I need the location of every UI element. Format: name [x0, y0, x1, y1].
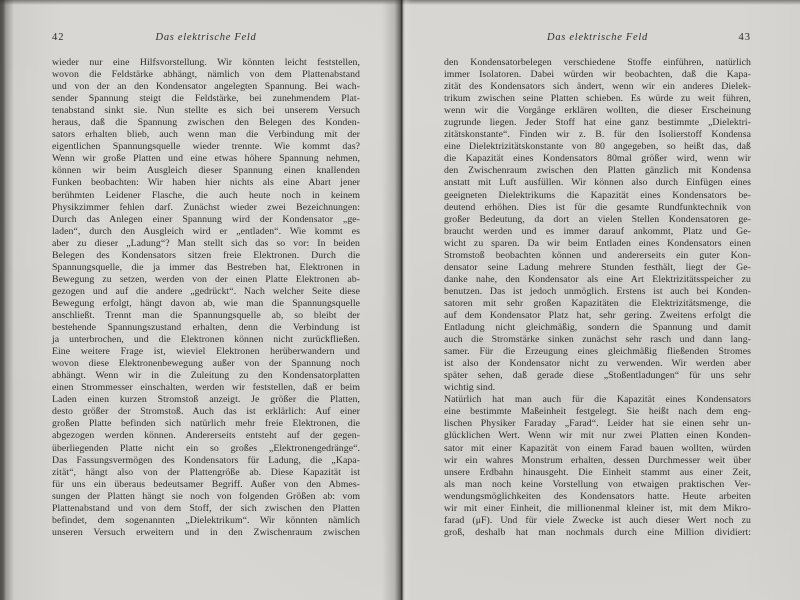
text-line: benutzen. Das ist jedoch unmöglich. Erstens ist auch bei Konden- [444, 285, 751, 297]
right-page-number: 43 [738, 32, 751, 43]
text-line: wir ein wahres Monstrum erhalten, dessen Durchmesser weit über [444, 454, 751, 466]
text-line: wenn wir die Vorgänge erklären wollten, die dieser Erscheinung [444, 105, 751, 117]
text-line: bestehende Spannungszustand erhalten, denn die Verbindung ist [52, 322, 360, 334]
text-line: eine Dielektrizitätskonstante von 80 angegeben, so heißt das, daß [444, 141, 751, 153]
right-running-header: Das elektrische Feld [547, 32, 648, 43]
text-line: desto größer der Stromstoß. Auch das ist erklärlich: Auf einer [52, 406, 360, 418]
book-gutter-shadow [382, 0, 412, 600]
text-line: glücklichen Wert. Wenn wir mit nur zwei Platten einen Konden- [444, 430, 751, 442]
text-line: ja unterbrochen, und die Elektronen können nicht zurückfließen. [52, 334, 360, 346]
text-line: Bewegung zu setzen, werden von der einen Platte Elektronen ab- [52, 273, 360, 285]
text-line: unsere Erdbahn hinausgeht. Die Einheit stammt aus einer Zeit, [444, 466, 751, 478]
text-line: wieder nur eine Hilfsvorstellung. Wir könnten leicht feststellen, [52, 57, 360, 68]
text-line: den Kondensatorbelegen verschiedene Stoffe einführen, natürlich [444, 57, 751, 68]
right-page-header [444, 32, 751, 57]
text-line: später sehen, daß gerade diese „Stoßentladungen“ für uns sehr [444, 370, 751, 382]
text-line: aber zu dieser „Ladung“? Man stellt sich das so vor: In beiden [52, 237, 360, 249]
text-line: Bewegung erfolgt, hängt davon ab, wie man die Spannungsquelle [52, 297, 360, 309]
text-line: Entladung nicht gleichmäßig, sondern die Spannung und damit [444, 322, 751, 334]
text-line: heraus, daß die Spannung zwischen den Belegen des Konden- [52, 117, 360, 129]
text-line: braucht werden und es immer darauf ankommt, Platz und Ge- [444, 225, 751, 237]
text-line: Durch das Anlegen einer Spannung wird der Kondensator „ge- [52, 213, 360, 225]
text-line: tenabstand sinkt sie. Nun stellte es sich bei unserem Versuch [52, 105, 360, 117]
text-line: berühmten Leidener Flasche, die auch heute noch in keinem [52, 189, 360, 201]
text-line: großen Platte befinden sich natürlich mehr freie Elektronen, die [52, 418, 360, 430]
text-line: anschließt. Trennt man die Spannungsquelle ab, so bleibt der [52, 309, 360, 321]
text-line: befindet, dem sogenannten „Dielektrikum“. Wir könnten nämlich [52, 514, 360, 526]
text-line: wichtig sind. [444, 382, 496, 394]
left-page [52, 32, 360, 539]
text-line: immer Isolatoren. Dabei würden wir beobachten, daß die Kapa- [444, 69, 751, 81]
left-page-lines [52, 57, 360, 539]
text-line: unseren Versuch erweitern und in den Zwischenraum zwischen [52, 526, 360, 538]
text-line: überliegenden Platte nicht ein so großes „Elektronengedränge“. [52, 442, 360, 454]
text-line: zität des Kondensators sich ändert, wenn wir ein anderes Dielek- [444, 81, 751, 93]
book-left-edge-shadow [0, 0, 14, 600]
text-line: wovon die Feldstärke abhängt, nämlich von dem Plattenabstand [52, 69, 360, 81]
text-line: Belegen des Kondensators sitzen freie Elektronen. Durch die [52, 249, 360, 261]
text-line: Stromstoß beobachten können und andererseits ein guter Kon- [444, 249, 751, 261]
text-line: abgezogen werden können. Andererseits entsteht auf der gegen- [52, 430, 360, 442]
text-line: geeigneten Dielektrikums die Kapazität eines Kondensators be- [444, 189, 751, 201]
text-line: einen Strommesser einschalten, werden wir feststellen, daß er beim [52, 382, 360, 394]
text-line: sungen der Platten hängt sie noch von folgenden Größen ab: vom [52, 490, 360, 502]
text-line: eigentlichen Spannungsquelle wieder trennte. Wie kommt das? [52, 141, 360, 153]
text-line: sators erhalten blieb, auch wenn man die Verbindung mit der [52, 129, 360, 141]
text-line: trikum zwischen seine Platten schieben. Es würde zu weit führen, [444, 93, 751, 105]
text-line: gezogen und auf die andere „gedrückt“. Nach welcher Seite diese [52, 285, 360, 297]
text-line: abhängt. Wenn wir in die Zuleitung zu den Kondensatorplatten [52, 370, 360, 382]
text-line: farad (μF). Und für viele Zwecke ist auch dieser Wert noch zu [444, 514, 751, 526]
text-line: groß, deshalb hat man nochmals durch eine Million dividiert: [444, 526, 751, 538]
text-line: können wir beim Ausgleich dieser Spannung einen knallenden [52, 165, 360, 177]
text-line: ist also der Kondensator nicht zu verwenden. Wir werden aber [444, 358, 751, 370]
text-line: deutend erhöhen. Dies ist für die gesamte Rundfunktechnik von [444, 201, 751, 213]
text-line: Natürlich hat man auch für die Kapazität eines Kondensators [444, 394, 751, 406]
text-line: Plattenabstand und von dem Stoff, der sich zwischen den Platten [52, 502, 360, 514]
text-line: densator seine Ladung mehrere Stunden festhält, liegt der Ge- [444, 261, 751, 273]
text-line: wir mit einer Einheit, die millionenmal kleiner ist, mit dem Mikro- [444, 502, 751, 514]
left-running-header: Das elektrische Feld [155, 32, 257, 43]
text-line: zitätskonstante“. Finden wir z. B. für den Isolierstoff Kondensa [444, 129, 751, 141]
text-line: großer Bedeutung, da dort an vielen Stellen Kondensatoren ge- [444, 213, 751, 225]
text-line: als man noch keine Vorstellung von etwaigen praktischen Ver- [444, 478, 751, 490]
text-line: auch die Stromstärke sinken zunächst sehr rasch und dann lang- [444, 334, 751, 346]
text-line: danke nahe, den Kondensator als eine Art Elektrizitätsspeicher zu [444, 273, 751, 285]
text-line: Eine weitere Frage ist, wieviel Elektronen herüberwandern und [52, 346, 360, 358]
text-line: für uns ein überaus bedeutsamer Begriff. Außer von den Abmes- [52, 478, 360, 490]
text-line: wovon diese Elektronenbewegung außer von der Spannung noch [52, 358, 360, 370]
text-line: zugrunde liegen. Jeder Stoff hat eine ganz bestimmte „Dielektri- [444, 117, 751, 129]
text-line: Spannungsquelle, die ja immer das Bestreben hat, Elektronen in [52, 261, 360, 273]
left-page-number: 42 [52, 32, 65, 43]
text-line: Funken beobachten: Wir haben hier nichts als eine Abart jener [52, 177, 360, 189]
right-page [444, 32, 751, 539]
text-line: anstatt mit Luft ausfüllen. Wir können also durch Einfügen eines [444, 177, 751, 189]
text-line: Laden einen kurzen Stromstoß anzeigt. Je größer die Platten, [52, 394, 360, 406]
text-line: wicht zu sparen. Da wir beim Entladen eines Kondensators einen [444, 237, 751, 249]
text-line: zität“, hängt also von der Plattengröße ab. Diese Kapazität ist [52, 466, 360, 478]
text-line: wendungsmöglichkeiten des Kondensators hatte. Heute arbeiten [444, 490, 751, 502]
text-line: sator mit einer Kapazität von einem Farad bauen wollten, würden [444, 442, 751, 454]
text-line: satoren mit sehr großen Kapazitäten die Elektrizitätsmenge, die [444, 297, 751, 309]
left-page-header [52, 32, 360, 57]
text-line: die Kapazität eines Kondensators 80mal größer wird, wenn wir [444, 153, 751, 165]
text-line: laden“, durch den Ausgleich wird er „entladen“. Wie kommt es [52, 225, 360, 237]
text-line: auf dem Kondensator Platz hat, sehr gering. Zweitens erfolgt die [444, 309, 751, 321]
text-line: eine bestimmte Maßeinheit festgelegt. Sie heißt nach dem eng- [444, 406, 751, 418]
text-line: den Zwischenraum zwischen den Platten gänzlich mit Kondensa [444, 165, 751, 177]
text-line: Das Fassungsvermögen des Kondensators für Ladung, die „Kapa- [52, 454, 360, 466]
right-page-lines [444, 57, 751, 539]
text-line: Wenn wir große Platten und eine etwas höhere Spannung nehmen, [52, 153, 360, 165]
text-line: samer. Für die Erzeugung eines gleichmäßig fließenden Stromes [444, 346, 751, 358]
text-line: und von der an den Kondensator angelegten Spannung. Bei wach- [52, 81, 360, 93]
text-line: lischen Physiker Faraday „Farad“. Leider hat sie einen sehr un- [444, 418, 751, 430]
text-line: sender Spannung steigt die Feldstärke, bei zunehmendem Plat- [52, 93, 360, 105]
text-line: Physikzimmer fehlen darf. Zunächst wieder zwei Bezeichnungen: [52, 201, 360, 213]
